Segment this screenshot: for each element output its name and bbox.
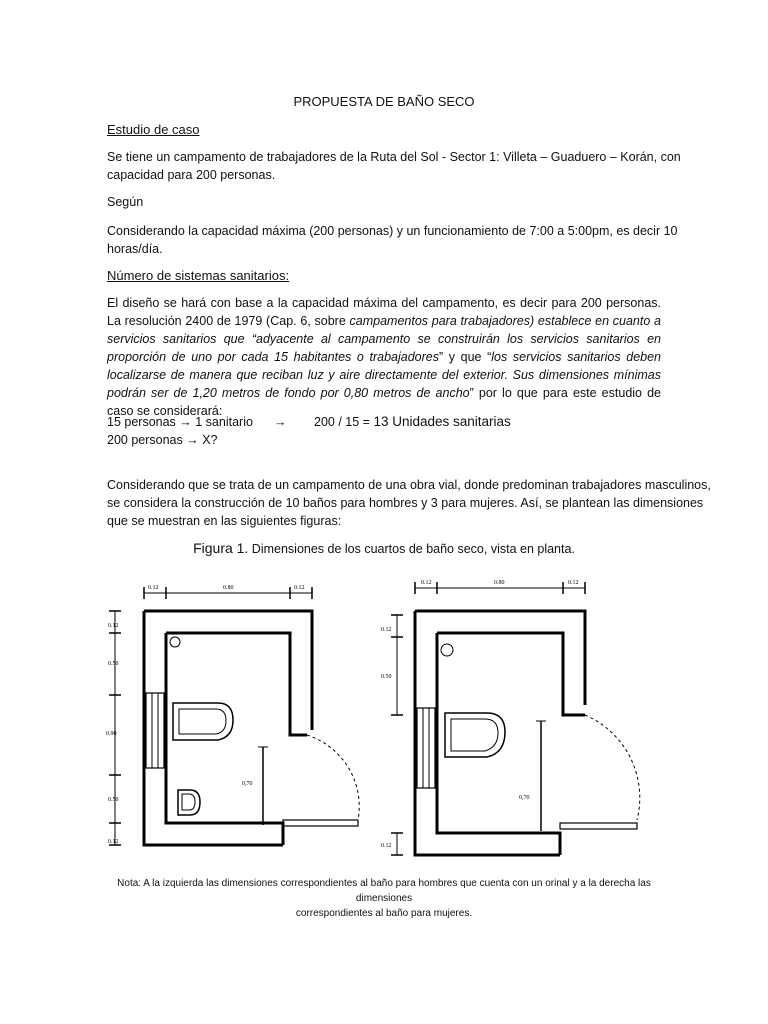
right-dim-top-right: 0.12 xyxy=(568,580,579,586)
left-dim-side-2: 0.50 xyxy=(108,661,119,667)
floor-plan-women xyxy=(375,575,665,865)
heading-estudio-de-caso: Estudio de caso xyxy=(107,122,200,137)
paragraph-f-line-1: Considerando que se trata de un campamento de una obra vial, donde predominan trabajadores masculinos, xyxy=(107,478,711,492)
left-dim-top-left: 0.12 xyxy=(148,585,159,591)
paragraph-1-line-1: Se tiene un campamento de trabajadores de la Ruta del Sol - Sector 1: Villeta – Guaduero – Korán, con xyxy=(107,150,681,164)
calc-division: 200 / 15 = xyxy=(314,415,374,429)
figure-caption-text: Dimensiones de los cuartos de baño seco, vista en planta. xyxy=(248,542,575,556)
paragraph-resolucion xyxy=(107,294,661,420)
left-dim-side-4: 0.50 xyxy=(108,797,119,803)
calc-result-line xyxy=(314,413,511,431)
right-dim-side-1: 0.12 xyxy=(381,627,392,633)
figure-note-line-1: Nota: A la izquierda las dimensiones correspondientes al baño para hombres que cuenta con un orinal y a la derecha las dimensiones xyxy=(117,878,651,904)
floor-plan-men xyxy=(100,575,375,865)
figure-note-line-2: correspondientes al baño para mujeres. xyxy=(295,908,473,919)
left-dim-top-right: 0.12 xyxy=(294,585,305,591)
resolucion-text-a: El diseño se hará con base a la capacidad máxima del campamento, es decir para 200 personas. La resolución 2400 de 1979 (Cap. 6, sobre xyxy=(107,296,661,328)
paragraph-1-line-2: capacidad para 200 personas. xyxy=(107,168,276,182)
document-title: PROPUESTA DE BAÑO SECO xyxy=(293,94,475,109)
paragraph-segun: Según xyxy=(107,195,144,209)
paragraph-f-line-2: se considera la construcción de 10 baños para hombres y 3 para mujeres. Así, se plantean las dimensiones xyxy=(107,496,704,510)
resolucion-text-d: los servicios sanitarios deben localizarse de manera que reciban luz y aire directamente del exterior. Sus dimensiones mínimas podrán ser de 1,20 metros de fondo por 0,80 metros de ancho xyxy=(107,350,661,400)
resolucion-text-c: ” y que “ xyxy=(438,350,492,364)
right-dim-side-2: 0.50 xyxy=(381,674,392,680)
right-dim-side-3: 0.12 xyxy=(381,843,392,849)
right-dim-top-mid: 0.80 xyxy=(494,580,505,586)
calc-line-2: 200 personas → X? xyxy=(107,433,218,447)
figure-label: Figura 1. xyxy=(193,540,249,556)
left-dim-top-mid: 0.80 xyxy=(223,585,234,591)
figure-note xyxy=(100,876,668,921)
left-dim-side-1: 0.12 xyxy=(108,623,119,629)
resolucion-text-e: ” por lo que para este estudio de caso se considerará: xyxy=(107,386,662,418)
right-dim-top-left: 0.12 xyxy=(421,580,432,586)
left-dim-side-5: 0.12 xyxy=(108,839,119,845)
calc-result: 13 Unidades sanitarias xyxy=(373,414,511,429)
paragraph-f-line-3: que se muestran en las siguientes figuras: xyxy=(107,514,342,528)
left-dim-inner: 0,70 xyxy=(242,781,253,787)
calc-line-1: 15 personas → 1 sanitario xyxy=(107,415,253,429)
heading-numero-sistemas: Número de sistemas sanitarios: xyxy=(107,268,290,283)
left-dim-side-3: 0.90 xyxy=(106,731,117,737)
paragraph-3-line-2: horas/día. xyxy=(107,242,163,256)
calc-arrow: → xyxy=(274,415,287,429)
right-dim-inner: 0,70 xyxy=(519,795,530,801)
paragraph-3-line-1: Considerando la capacidad máxima (200 personas) y un funcionamiento de 7:00 a 5:00pm, es decir 10 xyxy=(107,224,678,238)
resolucion-text-b: campamentos para trabajadores) establece en cuanto a servicios sanitarios que “adyacente al campamento se construirán los servicios sanitarios en proporción de uno por cada 15 habitantes o trabajadores xyxy=(107,314,661,364)
figure-caption xyxy=(0,540,768,556)
